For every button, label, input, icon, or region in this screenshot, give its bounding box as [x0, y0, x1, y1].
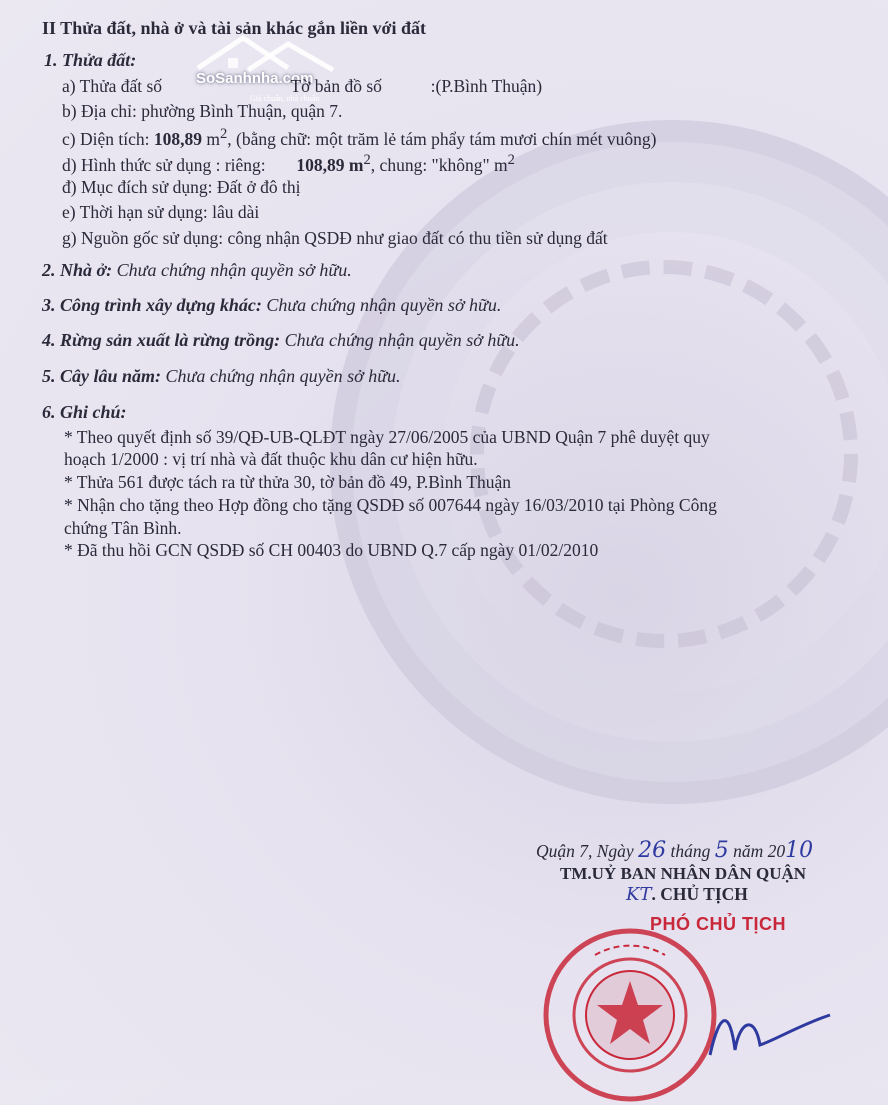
- land-c-area: 108,89: [153, 128, 202, 149]
- note-line: chứng Tân Bình.: [64, 518, 182, 538]
- section-perennial-heading: 5. Cây lâu năm:: [42, 366, 162, 386]
- land-d-sup: 2: [363, 152, 371, 168]
- section-forest: [42, 330, 520, 351]
- watermark-brand: SoSanhnha.com: [196, 70, 314, 87]
- land-a-ward: :(P.Bình Thuận): [430, 76, 543, 96]
- land-c-unit: m: [206, 128, 220, 149]
- section-house-heading: 2. Nhà ở:: [42, 260, 113, 280]
- signing-org: TM.UỶ BAN NHÂN DÂN QUẬN: [560, 864, 807, 883]
- date-year: 10: [785, 838, 814, 863]
- land-g: g) Nguồn gốc sử dụng: công nhận QSDĐ như giao đất có thu tiền sử dụng đất: [62, 228, 608, 248]
- land-b: b) Địa chỉ: phường Bình Thuận, quận 7.: [62, 101, 343, 121]
- notes-heading: 6. Ghi chú:: [42, 402, 127, 422]
- land-d-area: 108,89 m: [296, 154, 364, 175]
- section-construction: [42, 295, 501, 316]
- land-heading: 1. Thửa đất:: [44, 50, 137, 70]
- land-d: [62, 152, 515, 176]
- land-a: [62, 76, 542, 97]
- handwritten-signature-icon: [700, 1000, 840, 1070]
- section-construction-heading: 3. Công trình xây dựng khác:: [42, 295, 262, 315]
- date-day: 26: [638, 838, 667, 863]
- note-line: hoạch 1/2000 : vị trí nhà và đất thuộc khu dân cư hiện hữu.: [64, 449, 478, 469]
- watermark-tagline: Giá chuẩn, nhà chuẩn: [250, 94, 320, 103]
- land-dd: đ) Mục đích sử dụng: Đất ở đô thị: [62, 177, 301, 197]
- section-forest-text: Chưa chứng nhận quyền sở hữu.: [284, 330, 520, 350]
- date-prefix: Quận 7, Ngày: [536, 841, 634, 861]
- role-title: . CHỦ TỊCH: [651, 884, 748, 904]
- land-c: [62, 126, 656, 150]
- land-a-prefix: a) Thửa đất số: [62, 76, 163, 96]
- land-d-common-sup: 2: [507, 152, 515, 168]
- section-perennial: [42, 366, 401, 387]
- background-drum-inner: [470, 260, 858, 648]
- signing-date: [536, 838, 813, 863]
- land-c-prefix: c) Diện tích:: [62, 128, 154, 149]
- section-perennial-text: Chưa chứng nhận quyền sở hữu.: [165, 366, 401, 386]
- land-d-prefix: d) Hình thức sử dụng : riêng:: [62, 154, 266, 175]
- land-c-words: , (bằng chữ: một trăm lẻ tám phẩy tám mươi chín mét vuông): [227, 128, 657, 149]
- stamp-title: PHÓ CHỦ TỊCH: [650, 914, 786, 934]
- section-forest-heading: 4. Rừng sản xuất là rừng trồng:: [42, 330, 281, 350]
- date-month-label: tháng: [670, 841, 711, 861]
- date-year-label: năm 20: [733, 841, 786, 861]
- section-construction-text: Chưa chứng nhận quyền sở hữu.: [266, 295, 502, 315]
- land-c-sup: 2: [219, 126, 228, 142]
- note-line: * Đã thu hồi GCN QSDĐ số CH 00403 do UBND Q.7 cấp ngày 01/02/2010: [64, 540, 599, 560]
- note-line: * Nhận cho tặng theo Hợp đồng cho tặng QSDĐ số 007644 ngày 16/03/2010 tại Phòng Công: [64, 495, 717, 515]
- section-house: [42, 260, 352, 281]
- signing-role: [626, 884, 748, 905]
- note-line: * Thửa 561 được tách ra từ thửa 30, tờ bản đồ 49, P.Bình Thuận: [64, 472, 512, 492]
- official-seal-icon: [540, 925, 720, 1105]
- land-a-map: Tờ bản đồ số: [290, 76, 382, 96]
- note-line: * Theo quyết định số 39/QĐ-UB-QLĐT ngày 27/06/2005 của UBND Quận 7 phê duyệt quy: [64, 427, 710, 447]
- section-title: II Thửa đất, nhà ở và tài sản khác gắn liền với đất: [42, 18, 427, 38]
- role-prefix: KT: [626, 884, 652, 905]
- land-d-common: , chung: "không" m: [370, 154, 508, 175]
- date-month: 5: [714, 838, 729, 863]
- land-e: e) Thời hạn sử dụng: lâu dài: [62, 202, 260, 222]
- section-house-text: Chưa chứng nhận quyền sở hữu.: [116, 260, 352, 280]
